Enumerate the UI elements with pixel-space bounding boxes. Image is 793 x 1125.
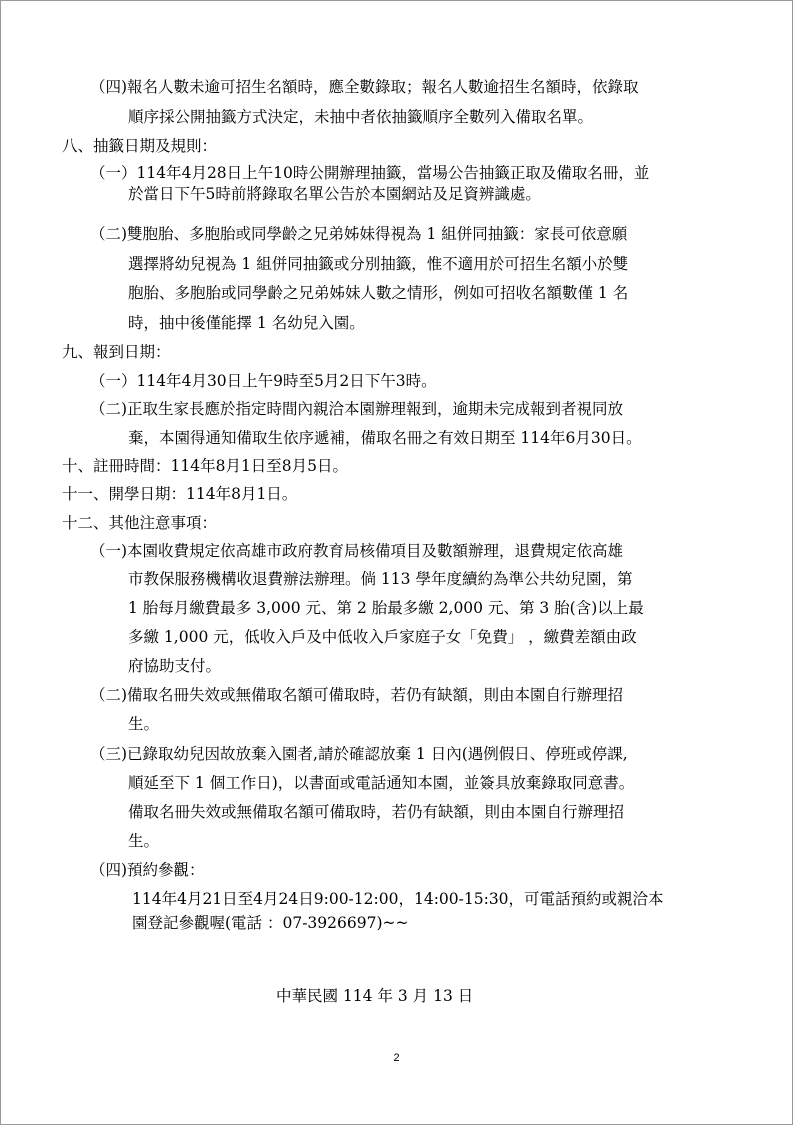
text-line: （二)備取名冊失效或無備取名額可備取時，若仍有缺額，則由本園自行辦理招 bbox=[90, 686, 624, 704]
section-heading: 八、抽籤日期及規則： bbox=[62, 137, 218, 155]
text-line: 時，抽中後僅能擇 1 名幼兒入園。 bbox=[128, 314, 365, 332]
text-line: （一)本園收費規定依高雄市政府教育局核備項目及數額辦理，退費規定依高雄 bbox=[90, 542, 624, 560]
section-heading: 九、報到日期： bbox=[62, 343, 171, 361]
text-line: （二)雙胞胎、多胞胎或同學齡之兄弟姊妹得視為 1 組併同抽籤：家長可依意願 bbox=[90, 225, 628, 243]
text-line: 備取名冊失效或無備取名額可備取時，若仍有缺額，則由本園自行辦理招 bbox=[128, 803, 625, 821]
page-number: 2 bbox=[393, 1052, 400, 1064]
section-heading: 十二、其他注意事項： bbox=[62, 514, 218, 532]
text-line: （一）114年4月28日上午10時公開辦理抽籤，當場公告抽籤正取及備取名冊，並 bbox=[90, 164, 650, 182]
text-line: （四)報名人數未逾可招生名額時，應全數錄取；報名人數逾招生名額時，依錄取 bbox=[90, 78, 639, 96]
text-line: 生。 bbox=[128, 832, 160, 850]
section-heading: 十、註冊時間：114年8月1日至8月5日。 bbox=[62, 457, 349, 475]
text-line: 棄，本園得通知備取生依序遞補，備取名冊之有效日期至 114年6月30日。 bbox=[128, 429, 642, 447]
text-line: 市教保服務機構收退費辦法辦理。倘 113 學年度續約為準公共幼兒園，第 bbox=[128, 570, 633, 588]
text-line: 順延至下 1 個工作日)，以書面或電話通知本園，並簽具放棄錄取同意書。 bbox=[128, 774, 635, 792]
text-line: 順序採公開抽籤方式決定，未抽中者依抽籤順序全數列入備取名單。 bbox=[128, 108, 594, 126]
text-line: 1 胎每月繳費最多 3,000 元、第 2 胎最多繳 2,000 元、第 3 胎(含)以上最 bbox=[128, 599, 644, 617]
text-line: 選擇將幼兒視為 1 組併同抽籤或分別抽籤，惟不適用於可招生名額小於雙 bbox=[128, 255, 629, 273]
text-line: 114年4月21日至4月24日9:00-12:00，14:00-15:30，可電話預約或親洽本 bbox=[132, 890, 664, 908]
text-line: （四)預約參觀： bbox=[90, 861, 205, 879]
text-line: 園登記參觀喔(電話 ：07-3926697)~~ bbox=[132, 914, 409, 932]
text-line: 於當日下午5時前將錄取名單公告於本園網站及足資辨識處。 bbox=[128, 185, 541, 203]
text-line: 胞胎、多胞胎或同學齡之兄弟姊妹人數之情形，例如可招收名額數僅 1 名 bbox=[128, 284, 629, 302]
text-line: 多繳 1,000 元，低收入戶及中低收入戶家庭子女「免費」 ，繳費差額由政 bbox=[128, 628, 637, 646]
text-line: 府協助支付。 bbox=[128, 657, 222, 675]
text-line: （二)正取生家長應於指定時間內親洽本園辦理報到，逾期未完成報到者視同放 bbox=[90, 400, 624, 418]
section-heading: 十一、開學日期：114年8月1日。 bbox=[62, 485, 298, 503]
text-line: （一）114年4月30日上午9時至5月2日下午3時。 bbox=[90, 372, 437, 390]
text-line: （三)已錄取幼兒因故放棄入園者,請於確認放棄 1 日內(遇例假日、停班或停課, bbox=[90, 745, 628, 763]
document-date: 中華民國 114 年 3 月 13 日 bbox=[276, 987, 474, 1005]
text-line: 生。 bbox=[128, 715, 160, 733]
